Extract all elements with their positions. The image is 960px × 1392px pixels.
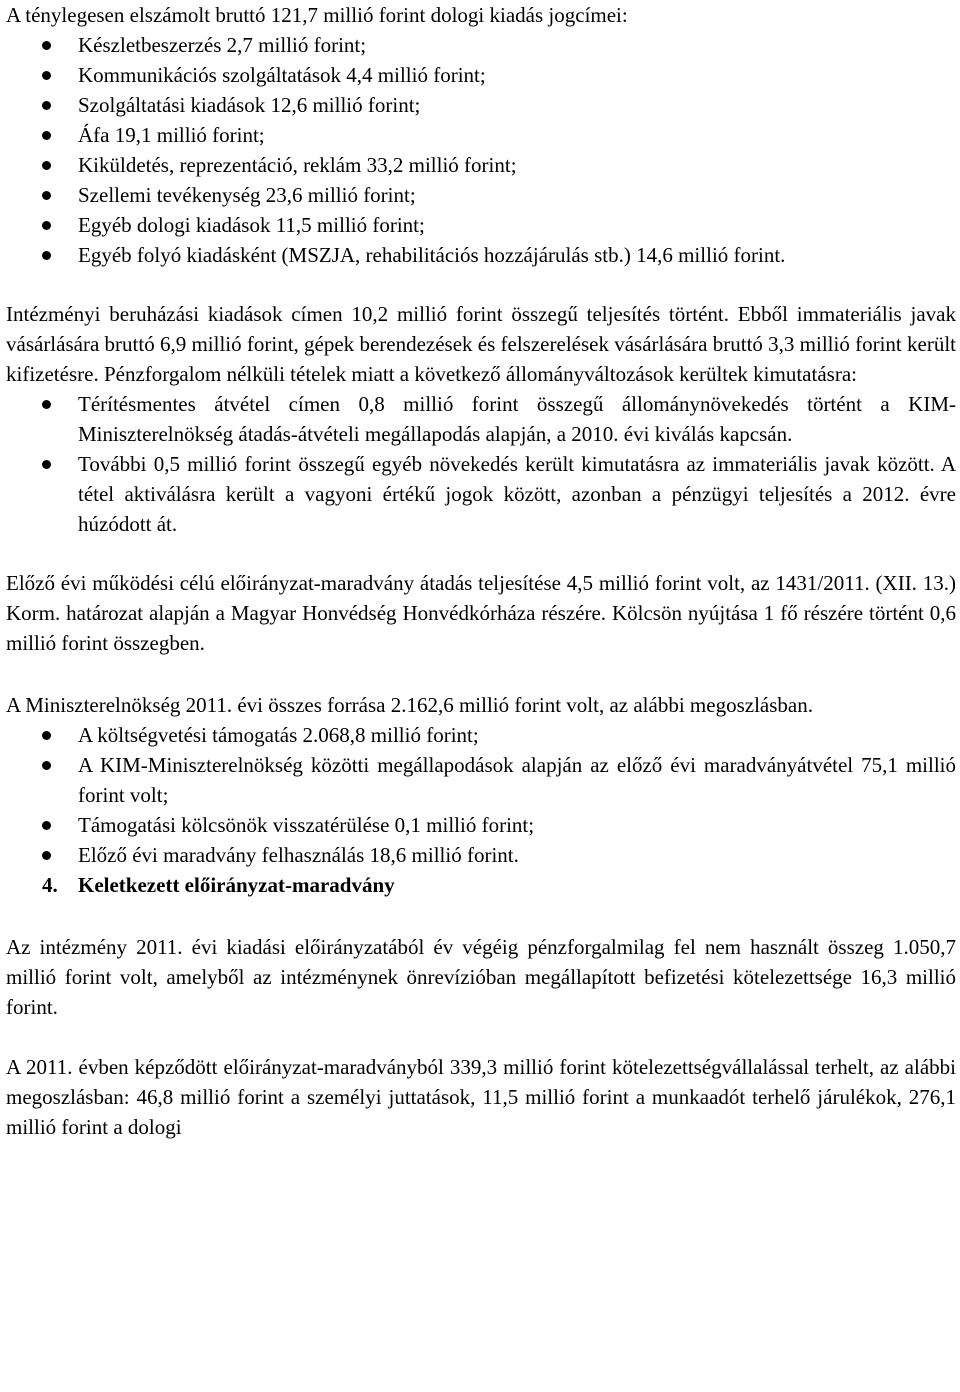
list-item-text: Szolgáltatási kiadások 12,6 millió forint; bbox=[78, 93, 421, 117]
asset-change-list bbox=[6, 389, 956, 539]
list-item bbox=[6, 30, 956, 60]
commitment-paragraph: A 2011. évben képződött előirányzat-maradványból 339,3 millió forint kötelezettségvállalással terhelt, az alábbi megoszlásban: 46,8 millió forint a személyi juttatások, 11,5 millió forint a munkaadót terhelő járulékok, 276,1 millió forint a dologi bbox=[6, 1055, 956, 1139]
list-item bbox=[6, 210, 956, 240]
bullet-icon bbox=[42, 460, 51, 469]
bullet-icon bbox=[42, 161, 51, 170]
section-heading bbox=[6, 870, 956, 900]
list-item-text: Térítésmentes átvétel címen 0,8 millió forint összegű állománynövekedés történt a KIM-Miniszterelnökség átadás-átvételi megállapodás alapján, a 2010. évi kiválás kapcsán. bbox=[78, 392, 956, 446]
list-item-text: Előző évi maradvány felhasználás 18,6 millió forint. bbox=[78, 843, 519, 867]
list-item-text: Kommunikációs szolgáltatások 4,4 millió forint; bbox=[78, 63, 486, 87]
bullet-icon bbox=[42, 821, 51, 830]
list-item bbox=[6, 449, 956, 539]
list-item bbox=[6, 810, 956, 840]
investment-paragraph: Intézményi beruházási kiadások címen 10,2 millió forint összegű teljesítés történt. Ebből immateriális javak vásárlására bruttó 6,9 millió forint, gépek berendezések és felszerelések vásárlására bruttó 3,3 millió forint került kifizetésre. Pénzforgalom nélküli tételek miatt a következő állományváltozások kerültek kimutatásra: bbox=[6, 302, 956, 386]
bullet-icon bbox=[42, 191, 51, 200]
sources-paragraph: A Miniszterelnökség 2011. évi összes forrása 2.162,6 millió forint volt, az alábbi megoszlásban. bbox=[6, 693, 813, 717]
document-page bbox=[6, 0, 956, 1142]
list-item-text: További 0,5 millió forint összegű egyéb növekedés került kimutatásra az immateriális javak között. A tétel aktiválásra került a vagyoni értékű jogok között, azonban a pénzügyi teljesítés a 2012. évre húzódott át. bbox=[78, 452, 956, 536]
list-item bbox=[6, 720, 956, 750]
section-title: Keletkezett előirányzat-maradvány bbox=[78, 873, 395, 897]
bullet-icon bbox=[42, 400, 51, 409]
expense-items-list bbox=[6, 30, 956, 270]
bullet-icon bbox=[42, 731, 51, 740]
transfer-paragraph: Előző évi működési célú előirányzat-maradvány átadás teljesítése 4,5 millió forint volt, az 1431/2011. (XII. 13.) Korm. határozat alapján a Magyar Honvédség Honvédkórháza részére. Kölcsön nyújtása 1 fő részére történt 0,6 millió forint összegben. bbox=[6, 571, 956, 655]
bullet-icon bbox=[42, 101, 51, 110]
bullet-icon bbox=[42, 131, 51, 140]
list-item bbox=[6, 840, 956, 870]
list-item bbox=[6, 240, 956, 270]
list-item bbox=[6, 180, 956, 210]
list-item-text: A költségvetési támogatás 2.068,8 millió forint; bbox=[78, 723, 479, 747]
bullet-icon bbox=[42, 851, 51, 860]
bullet-icon bbox=[42, 221, 51, 230]
intro-line: A ténylegesen elszámolt bruttó 121,7 millió forint dologi kiadás jogcímei: bbox=[6, 3, 628, 27]
remainder-paragraph: Az intézmény 2011. évi kiadási előirányzatából év végéig pénzforgalmilag fel nem használt összeg 1.050,7 millió forint volt, amelyből az intézménynek önrevízióban megállapított befizetési kötelezettsége 16,3 millió forint. bbox=[6, 935, 956, 1019]
list-item-text: A KIM-Miniszterelnökség közötti megállapodások alapján az előző évi maradványátvétel 75,1 millió forint volt; bbox=[78, 753, 956, 807]
list-item bbox=[6, 120, 956, 150]
list-item-text: Szellemi tevékenység 23,6 millió forint; bbox=[78, 183, 416, 207]
list-item bbox=[6, 750, 956, 810]
list-item-text: Áfa 19,1 millió forint; bbox=[78, 123, 265, 147]
bullet-icon bbox=[42, 761, 51, 770]
bullet-icon bbox=[42, 71, 51, 80]
bullet-icon bbox=[42, 251, 51, 260]
source-items-list bbox=[6, 720, 956, 870]
list-item bbox=[6, 389, 956, 449]
list-item bbox=[6, 150, 956, 180]
list-item-text: Egyéb dologi kiadások 11,5 millió forint; bbox=[78, 213, 425, 237]
list-item-text: Támogatási kölcsönök visszatérülése 0,1 millió forint; bbox=[78, 813, 535, 837]
list-item-text: Egyéb folyó kiadásként (MSZJA, rehabilitációs hozzájárulás stb.) 14,6 millió forint. bbox=[78, 243, 786, 267]
section-number: 4. bbox=[42, 873, 58, 897]
list-item bbox=[6, 60, 956, 90]
list-item bbox=[6, 90, 956, 120]
list-item-text: Készletbeszerzés 2,7 millió forint; bbox=[78, 33, 367, 57]
bullet-icon bbox=[42, 41, 51, 50]
list-item-text: Kiküldetés, reprezentáció, reklám 33,2 millió forint; bbox=[78, 153, 517, 177]
